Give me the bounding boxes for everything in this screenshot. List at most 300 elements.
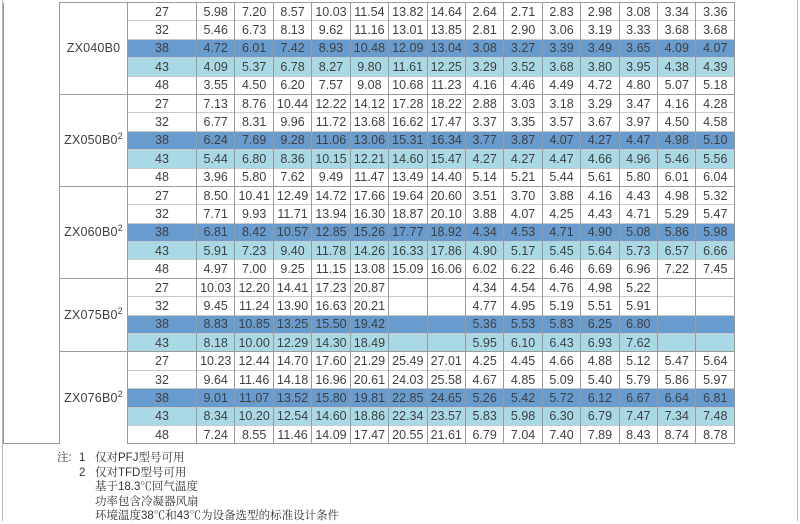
value-cell — [658, 297, 696, 315]
value-cell: 11.46 — [235, 370, 273, 388]
value-cell: 3.80 — [581, 58, 619, 76]
note-text: 仅对TFD型号可用 — [95, 466, 187, 479]
value-cell: 9.45 — [197, 297, 235, 315]
value-cell: 6.43 — [542, 334, 580, 352]
value-cell: 4.07 — [504, 205, 542, 223]
value-cell: 4.46 — [504, 76, 542, 94]
value-cell: 9.40 — [273, 242, 311, 260]
value-cell: 10.20 — [235, 407, 273, 425]
value-cell: 15.26 — [350, 223, 388, 241]
value-cell: 12.25 — [427, 58, 465, 76]
value-cell: 5.44 — [197, 150, 235, 168]
value-cell: 7.48 — [696, 407, 735, 425]
value-cell: 5.86 — [658, 370, 696, 388]
value-cell: 20.55 — [389, 425, 427, 443]
value-cell: 22.85 — [389, 389, 427, 407]
value-cell: 17.86 — [427, 242, 465, 260]
value-cell: 5.46 — [658, 150, 696, 168]
value-cell: 5.37 — [235, 58, 273, 76]
value-cell: 9.28 — [273, 131, 311, 149]
value-cell: 4.90 — [465, 242, 503, 260]
value-cell: 6.22 — [504, 260, 542, 278]
value-cell: 13.49 — [389, 168, 427, 186]
value-cell: 11.46 — [273, 425, 311, 443]
value-cell: 5.26 — [465, 389, 503, 407]
note-text: 基于18.3℃回气温度 — [95, 481, 198, 493]
temp-cell: 43 — [128, 334, 197, 352]
value-cell: 7.20 — [235, 3, 273, 21]
model-cell: $ZX075B0^2$ — [60, 278, 128, 352]
value-cell: 5.80 — [619, 168, 657, 186]
value-cell: 6.81 — [696, 389, 735, 407]
value-cell: 27.01 — [427, 352, 465, 370]
value-cell: 5.36 — [465, 315, 503, 333]
value-cell: 6.96 — [619, 260, 657, 278]
value-cell — [427, 315, 465, 333]
value-cell — [427, 278, 465, 296]
value-cell: 7.13 — [197, 94, 235, 112]
value-cell: 23.57 — [427, 407, 465, 425]
value-cell — [658, 334, 696, 352]
value-cell: 4.25 — [542, 205, 580, 223]
value-cell: 4.98 — [658, 131, 696, 149]
value-cell: 11.15 — [312, 260, 350, 278]
value-cell — [427, 334, 465, 352]
value-cell: 10.03 — [197, 278, 235, 296]
value-cell: 8.74 — [658, 425, 696, 443]
value-cell: 3.03 — [504, 94, 542, 112]
value-cell: 11.16 — [350, 21, 388, 39]
table-row — [4, 94, 735, 112]
value-cell: 14.60 — [389, 150, 427, 168]
value-cell: 2.83 — [542, 3, 580, 21]
value-cell: 16.62 — [389, 113, 427, 131]
value-cell: 13.85 — [427, 21, 465, 39]
value-cell: 10.48 — [350, 39, 388, 57]
value-cell — [389, 297, 427, 315]
value-cell: 6.24 — [197, 131, 235, 149]
temp-cell: 32 — [128, 21, 197, 39]
value-cell: 4.90 — [581, 223, 619, 241]
model-footnote-superscript: 2 — [117, 223, 123, 234]
value-cell: 3.88 — [542, 186, 580, 204]
value-cell: 11.24 — [235, 297, 273, 315]
value-cell: 12.09 — [389, 39, 427, 57]
value-cell: 8.42 — [235, 223, 273, 241]
value-cell: 12.22 — [312, 94, 350, 112]
value-cell: 4.95 — [504, 297, 542, 315]
value-cell: 5.95 — [465, 334, 503, 352]
value-cell: 3.36 — [696, 3, 735, 21]
value-cell: 2.81 — [465, 21, 503, 39]
value-cell: 4.16 — [581, 186, 619, 204]
value-cell: 17.60 — [312, 352, 350, 370]
value-cell: 11.06 — [312, 131, 350, 149]
value-cell: 12.54 — [273, 407, 311, 425]
value-cell: 4.66 — [542, 352, 580, 370]
value-cell — [658, 278, 696, 296]
value-cell: 6.79 — [465, 425, 503, 443]
value-cell: 4.71 — [619, 205, 657, 223]
value-cell: 24.03 — [389, 370, 427, 388]
value-cell: 3.49 — [581, 39, 619, 57]
value-cell: 17.77 — [389, 223, 427, 241]
model-footnote-superscript: 2 — [117, 305, 123, 316]
value-cell: 24.65 — [427, 389, 465, 407]
value-cell — [389, 315, 427, 333]
note-text: 功率包含冷凝器风扇 — [95, 495, 199, 508]
value-cell: 3.68 — [542, 58, 580, 76]
value-cell: 2.90 — [504, 21, 542, 39]
value-cell: 4.76 — [542, 278, 580, 296]
value-cell: 16.63 — [312, 297, 350, 315]
value-cell: 5.98 — [197, 3, 235, 21]
temp-cell: 48 — [128, 425, 197, 443]
value-cell: 13.04 — [427, 39, 465, 57]
value-cell: 14.09 — [312, 425, 350, 443]
value-cell: 21.61 — [427, 425, 465, 443]
value-cell — [389, 278, 427, 296]
value-cell: 12.49 — [273, 186, 311, 204]
value-cell: 7.45 — [696, 260, 735, 278]
value-cell: 8.34 — [197, 407, 235, 425]
temp-cell: 48 — [128, 76, 197, 94]
value-cell: 4.27 — [465, 150, 503, 168]
temp-cell: 27 — [128, 186, 197, 204]
value-cell: 8.83 — [197, 315, 235, 333]
value-cell: 2.98 — [581, 3, 619, 21]
value-cell: 4.38 — [658, 58, 696, 76]
value-cell: 18.22 — [427, 94, 465, 112]
value-cell: 9.62 — [312, 21, 350, 39]
value-cell: 10.00 — [235, 334, 273, 352]
value-cell: 3.06 — [542, 21, 580, 39]
value-cell: 5.46 — [197, 21, 235, 39]
value-cell: 8.55 — [235, 425, 273, 443]
value-cell: 8.13 — [273, 21, 311, 39]
value-cell: 4.72 — [197, 39, 235, 57]
value-cell: 4.88 — [581, 352, 619, 370]
value-cell: 3.34 — [658, 3, 696, 21]
value-cell: 7.22 — [658, 260, 696, 278]
model-cell: ZX040B0 — [60, 3, 128, 95]
value-cell: 4.43 — [581, 205, 619, 223]
value-cell: 5.40 — [581, 370, 619, 388]
value-cell: 11.71 — [273, 205, 311, 223]
value-cell: 21.29 — [350, 352, 388, 370]
value-cell: 3.19 — [581, 21, 619, 39]
notes-label: 注: — [57, 452, 72, 464]
value-cell: 20.60 — [427, 186, 465, 204]
value-cell: 7.57 — [312, 76, 350, 94]
value-cell: 5.14 — [465, 168, 503, 186]
value-cell: 13.08 — [350, 260, 388, 278]
ratings-table-body — [4, 3, 735, 444]
note-number: 1 — [79, 452, 86, 464]
value-cell: 3.70 — [504, 186, 542, 204]
value-cell: 4.85 — [504, 370, 542, 388]
value-cell: 22.34 — [389, 407, 427, 425]
value-cell: 4.66 — [581, 150, 619, 168]
value-cell: 7.24 — [197, 425, 235, 443]
model-footnote-superscript: 2 — [117, 131, 123, 142]
value-cell: 5.09 — [542, 370, 580, 388]
value-cell: 3.08 — [619, 3, 657, 21]
temp-cell: 38 — [128, 389, 197, 407]
value-cell: 5.72 — [542, 389, 580, 407]
value-cell: 5.10 — [696, 131, 735, 149]
value-cell: 4.34 — [465, 278, 503, 296]
temp-cell: 32 — [128, 370, 197, 388]
value-cell: 4.96 — [619, 150, 657, 168]
note-item — [57, 495, 697, 510]
value-cell: 8.27 — [312, 58, 350, 76]
value-cell: 20.10 — [427, 205, 465, 223]
value-cell: 8.18 — [197, 334, 235, 352]
model-cell: $ZX060B0^2$ — [60, 186, 128, 278]
value-cell: 8.93 — [312, 39, 350, 57]
value-cell: 3.33 — [619, 21, 657, 39]
value-cell — [427, 297, 465, 315]
value-cell: 11.47 — [350, 168, 388, 186]
value-cell — [696, 334, 735, 352]
value-cell: 5.98 — [696, 223, 735, 241]
note-item — [57, 480, 697, 495]
value-cell: 6.67 — [619, 389, 657, 407]
value-cell: 5.21 — [504, 168, 542, 186]
value-cell — [389, 334, 427, 352]
value-cell: 3.08 — [465, 39, 503, 57]
value-cell: 3.68 — [658, 21, 696, 39]
value-cell: 5.32 — [696, 186, 735, 204]
value-cell: 6.46 — [542, 260, 580, 278]
value-cell: 11.23 — [427, 76, 465, 94]
value-cell: 6.64 — [658, 389, 696, 407]
temp-cell: 48 — [128, 168, 197, 186]
value-cell: 18.49 — [350, 334, 388, 352]
value-cell: 8.57 — [273, 3, 311, 21]
temp-cell: 48 — [128, 260, 197, 278]
value-cell: 4.16 — [465, 76, 503, 94]
value-cell — [696, 297, 735, 315]
value-cell: 16.34 — [427, 131, 465, 149]
value-cell: 3.37 — [465, 113, 503, 131]
temp-cell: 27 — [128, 278, 197, 296]
value-cell: 5.47 — [658, 352, 696, 370]
value-cell: 6.80 — [235, 150, 273, 168]
value-cell: 4.47 — [619, 131, 657, 149]
value-cell: 6.66 — [696, 242, 735, 260]
value-cell: 6.30 — [542, 407, 580, 425]
value-cell: 3.29 — [465, 58, 503, 76]
value-cell: 3.97 — [619, 113, 657, 131]
value-cell: 5.22 — [619, 278, 657, 296]
value-cell: 14.72 — [312, 186, 350, 204]
value-cell — [696, 315, 735, 333]
value-cell: 8.31 — [235, 113, 273, 131]
note-text: 仅对PFJ型号可用 — [95, 452, 185, 464]
value-cell: 3.67 — [581, 113, 619, 131]
value-cell: 15.47 — [427, 150, 465, 168]
value-cell: 3.27 — [504, 39, 542, 57]
value-cell: 20.61 — [350, 370, 388, 388]
value-cell: 3.47 — [619, 94, 657, 112]
value-cell: 9.64 — [197, 370, 235, 388]
value-cell: 19.42 — [350, 315, 388, 333]
temp-cell: 32 — [128, 205, 197, 223]
value-cell: 3.35 — [504, 113, 542, 131]
value-cell — [658, 315, 696, 333]
value-cell: 6.04 — [696, 168, 735, 186]
value-cell: 6.79 — [581, 407, 619, 425]
model-footnote-superscript: 2 — [117, 388, 123, 399]
value-cell: 3.55 — [197, 76, 235, 94]
value-cell: 4.45 — [504, 352, 542, 370]
page-right-edge — [797, 0, 798, 521]
value-cell: 19.64 — [389, 186, 427, 204]
value-cell: 5.83 — [542, 315, 580, 333]
value-cell: 3.57 — [542, 113, 580, 131]
note-item — [57, 466, 697, 481]
value-cell: 13.68 — [350, 113, 388, 131]
value-cell: 9.01 — [197, 389, 235, 407]
value-cell: 7.23 — [235, 242, 273, 260]
left-spacer-cell — [4, 3, 60, 444]
value-cell: 4.43 — [619, 186, 657, 204]
temp-cell: 38 — [128, 315, 197, 333]
value-cell: 4.09 — [197, 58, 235, 76]
value-cell: 16.06 — [427, 260, 465, 278]
value-cell: 16.30 — [350, 205, 388, 223]
value-cell: 11.54 — [350, 3, 388, 21]
value-cell: 7.47 — [619, 407, 657, 425]
value-cell: 3.39 — [542, 39, 580, 57]
value-cell: 16.33 — [389, 242, 427, 260]
value-cell: 5.64 — [581, 242, 619, 260]
value-cell: 7.04 — [504, 425, 542, 443]
value-cell: 4.25 — [465, 352, 503, 370]
value-cell: 4.27 — [581, 131, 619, 149]
value-cell: 6.01 — [235, 39, 273, 57]
value-cell: 10.15 — [312, 150, 350, 168]
table-row — [4, 278, 735, 296]
value-cell: 18.92 — [427, 223, 465, 241]
value-cell: 4.77 — [465, 297, 503, 315]
value-cell: 4.72 — [581, 76, 619, 94]
value-cell: 10.44 — [273, 94, 311, 112]
value-cell: 18.86 — [350, 407, 388, 425]
value-cell: 2.71 — [504, 3, 542, 21]
value-cell: 7.69 — [235, 131, 273, 149]
value-cell: 5.53 — [504, 315, 542, 333]
value-cell: 5.97 — [696, 370, 735, 388]
table-row — [4, 352, 735, 370]
value-cell: 6.20 — [273, 76, 311, 94]
value-cell: 3.68 — [696, 21, 735, 39]
value-cell: 5.45 — [542, 242, 580, 260]
value-cell: 6.25 — [581, 315, 619, 333]
value-cell: 11.78 — [312, 242, 350, 260]
value-cell: 6.02 — [465, 260, 503, 278]
value-cell: 2.88 — [465, 94, 503, 112]
value-cell: 4.67 — [465, 370, 503, 388]
temp-cell: 38 — [128, 223, 197, 241]
temp-cell: 38 — [128, 131, 197, 149]
value-cell: 4.07 — [542, 131, 580, 149]
value-cell: 4.49 — [542, 76, 580, 94]
value-cell: 5.29 — [658, 205, 696, 223]
value-cell: 4.54 — [504, 278, 542, 296]
value-cell: 18.87 — [389, 205, 427, 223]
value-cell: 5.18 — [696, 76, 735, 94]
value-cell: 14.18 — [273, 370, 311, 388]
value-cell: 6.12 — [581, 389, 619, 407]
value-cell: 4.97 — [197, 260, 235, 278]
value-cell: 13.25 — [273, 315, 311, 333]
value-cell: 14.26 — [350, 242, 388, 260]
value-cell: 4.09 — [658, 39, 696, 57]
model-cell: $ZX050B0^2$ — [60, 94, 128, 186]
value-cell: 4.80 — [619, 76, 657, 94]
value-cell: 15.31 — [389, 131, 427, 149]
model-cell: $ZX076B0^2$ — [60, 352, 128, 444]
value-cell: 13.01 — [389, 21, 427, 39]
value-cell: 5.12 — [619, 352, 657, 370]
temp-cell: 43 — [128, 242, 197, 260]
value-cell: 12.44 — [235, 352, 273, 370]
value-cell: 2.64 — [465, 3, 503, 21]
value-cell: 6.93 — [581, 334, 619, 352]
value-cell: 13.06 — [350, 131, 388, 149]
value-cell: 5.83 — [465, 407, 503, 425]
value-cell: 5.91 — [197, 242, 235, 260]
value-cell: 12.21 — [350, 150, 388, 168]
value-cell: 7.71 — [197, 205, 235, 223]
value-cell: 5.07 — [658, 76, 696, 94]
value-cell: 6.77 — [197, 113, 235, 131]
value-cell: 10.23 — [197, 352, 235, 370]
value-cell: 6.73 — [235, 21, 273, 39]
value-cell: 14.60 — [312, 407, 350, 425]
value-cell: 5.64 — [696, 352, 735, 370]
value-cell: 4.53 — [504, 223, 542, 241]
value-cell: 14.64 — [427, 3, 465, 21]
value-cell: 5.47 — [696, 205, 735, 223]
value-cell: 17.47 — [350, 425, 388, 443]
value-cell: 9.80 — [350, 58, 388, 76]
temp-cell: 43 — [128, 150, 197, 168]
value-cell: 6.57 — [658, 242, 696, 260]
value-cell: 6.69 — [581, 260, 619, 278]
value-cell: 12.29 — [273, 334, 311, 352]
value-cell: 12.20 — [235, 278, 273, 296]
value-cell: 16.96 — [312, 370, 350, 388]
value-cell: 8.76 — [235, 94, 273, 112]
value-cell: 5.73 — [619, 242, 657, 260]
value-cell: 8.36 — [273, 150, 311, 168]
temp-cell: 43 — [128, 58, 197, 76]
value-cell: 17.66 — [350, 186, 388, 204]
value-cell: 6.10 — [504, 334, 542, 352]
value-cell: 5.19 — [542, 297, 580, 315]
value-cell: 5.56 — [696, 150, 735, 168]
value-cell: 7.89 — [581, 425, 619, 443]
temp-cell: 32 — [128, 297, 197, 315]
value-cell: 14.30 — [312, 334, 350, 352]
value-cell: 4.39 — [696, 58, 735, 76]
value-cell: 19.81 — [350, 389, 388, 407]
value-cell: 8.50 — [197, 186, 235, 204]
